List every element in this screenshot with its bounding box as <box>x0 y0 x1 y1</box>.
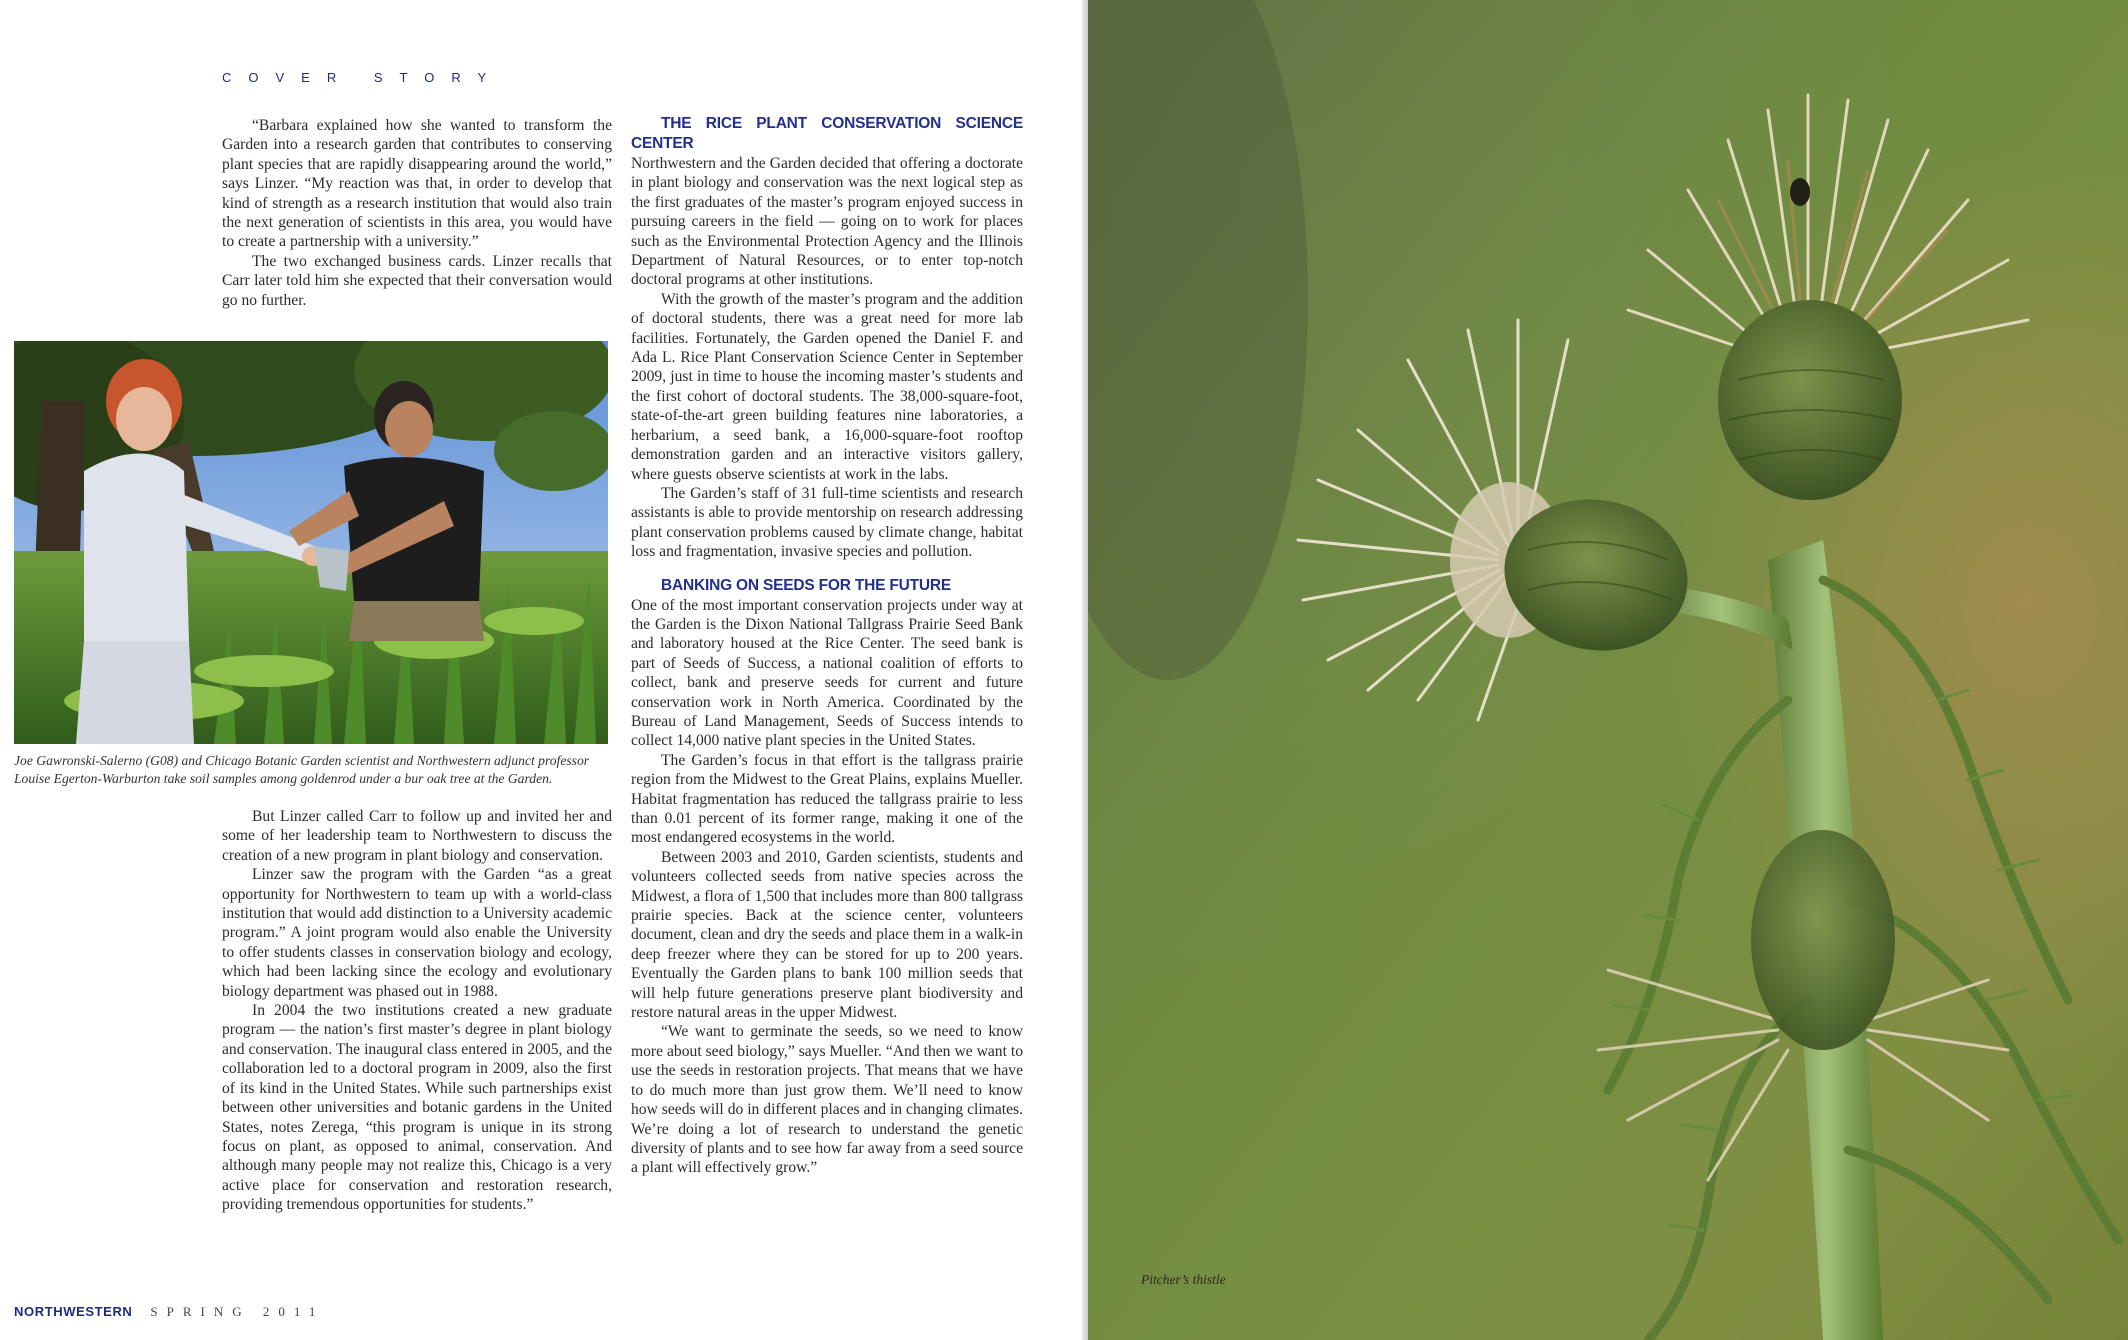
paragraph: “We want to germinate the seeds, so we need to know more about seed biology,” says Mueller. “And then we want to use the seeds in restoration projects. That means that we have to do much more than just grow them. We’ll need to know how seeds will do in different places and in changing climates. We’re doing a lot of research to understand the genetic diversity of plants and to see how far away from a seed source a plant will effectively grow.” <box>631 1023 1023 1177</box>
paragraph: The two exchanged business cards. Linzer recalls that Carr later told him she expected that their conversation would go no further. <box>222 252 612 309</box>
paragraph: With the growth of the master’s program and the addition of doctoral students, there was a great need for more lab facilities. Fortunately, the Garden opened the Daniel F. and Ada L. Rice Plant Conservation Science Center in September 2009, just in time to house the incoming master’s students and the first cohort of doctoral students. The 38,000-square-foot, state-of-the-art green building features nine laboratories, a herbarium, a seed bank, a 16,000-square-foot rooftop demonstration garden and an interactive visitors gallery, where guests observe scientists at work in the labs. <box>631 290 1023 483</box>
paragraph: “Barbara explained how she wanted to transform the Garden into a research garden that contributes to conserving plant species that are rapidly disappearing around the world,” says Linzer. “My reaction was that, in order to develop that kind of strength as a research institution that would also train the next generation of scientists in this area, you would have to create a partnership with a university.” <box>222 117 612 251</box>
paragraph: Northwestern and the Garden decided that offering a doctorate in plant biology and conservation was the next logical step as the first graduates of the master’s program enjoyed success in pursuing careers in the field — going on to work for places such as the Environmental Protection Agency and the Illinois Department of Natural Resources, or to enter top-notch doctoral programs at other institutions. <box>631 155 1023 289</box>
subhead-banking-seeds: BANKING ON SEEDS FOR THE FUTURE <box>661 576 952 594</box>
paragraph: Linzer saw the program with the Garden “as a great opportunity for Northwestern to team up with a world-class institution that would add distinction to a University academic program.” A joint program would also enable the University to offer students classes in conservation biology and ecology, which had been lacking since the ecology and evolutionary biology department was phased out in 1988. <box>222 866 612 1000</box>
right-page <box>1088 0 2128 1340</box>
section-label: COVER STORY <box>222 70 504 85</box>
paragraph: In 2004 the two institutions created a new graduate program — the nation’s first master’s degree in plant biology and conservation. The inaugural class entered in 2005, and the collaboration led to a doctoral program in 2009, also the first of its kind in the United States. While such partnerships exist between other universities and botanic gardens in the United States, notes Zerega, “this program is unique in its strong focus on plant, as opposed to animal, conservation. And although many people may not realize this, Chicago is a very active place for conservation and restoration research, providing tremendous opportunities for students.” <box>222 1002 612 1214</box>
footer-issue: SPRING 2011 <box>150 1304 325 1319</box>
left-column-top <box>222 116 612 310</box>
garden-photo <box>14 341 608 744</box>
paragraph: But Linzer called Carr to follow up and invited her and some of her leadership team to Northwestern to discuss the creation of a new program in plant biology and conservation. <box>222 808 612 864</box>
soil-sampling-photo <box>14 341 608 744</box>
paragraph: The Garden’s staff of 31 full-time scientists and research assistants is able to provide mentorship on research addressing plant conservation problems caused by climate change, habitat loss and fragmentation, invasive species and pollution. <box>631 484 1023 561</box>
thistle-photo <box>1088 0 2128 1340</box>
photo-caption: Joe Gawronski-Salerno (G08) and Chicago Botanic Garden scientist and Northwestern adjunct professor Louise Egerton-Warburton take soil samples among goldenrod under a bur oak tree at the Garden. <box>14 753 590 786</box>
right-column <box>631 114 1023 1178</box>
thistle-caption: Pitcher’s thistle <box>1141 1272 1226 1287</box>
left-column-bottom <box>222 807 612 1215</box>
paragraph: Between 2003 and 2010, Garden scientists, students and volunteers collected seeds from native species across the Midwest, a flora of 1,500 that includes more than 800 tallgrass prairie species. Back at the science center, volunteers document, clean and dry the seeds and place them in a walk-in deep freezer where they can be stored for up to 200 years. Eventually the Garden plans to bank 100 million seeds that will help future generations preserve plant biodiversity and restore natural areas in the upper Midwest. <box>631 848 1023 1022</box>
paragraph: One of the most important conservation projects under way at the Garden is the Dixon National Tallgrass Prairie Seed Bank and laboratory housed at the Rice Center. The seed bank is part of Seeds of Success, a national coalition of efforts to collect, bank and preserve seeds for current and future conservation work in North America. Coordinated by the Bureau of Land Management, Seeds of Success intends to collect 14,000 native plant species in the United States. <box>631 596 1023 750</box>
footer-brand: NORTHWESTERN <box>14 1304 133 1319</box>
page-footer <box>14 1304 324 1320</box>
subhead-rice-center: THE RICE PLANT CONSERVATION SCIENCE CENTER <box>631 115 1023 152</box>
paragraph: The Garden’s focus in that effort is the tallgrass prairie region from the Midwest to the Great Plains, explains Mueller. Habitat fragmentation has reduced the tallgrass prairie to less than 0.01 percent of its former range, making it one of the most endangered ecosystems in the world. <box>631 751 1023 847</box>
